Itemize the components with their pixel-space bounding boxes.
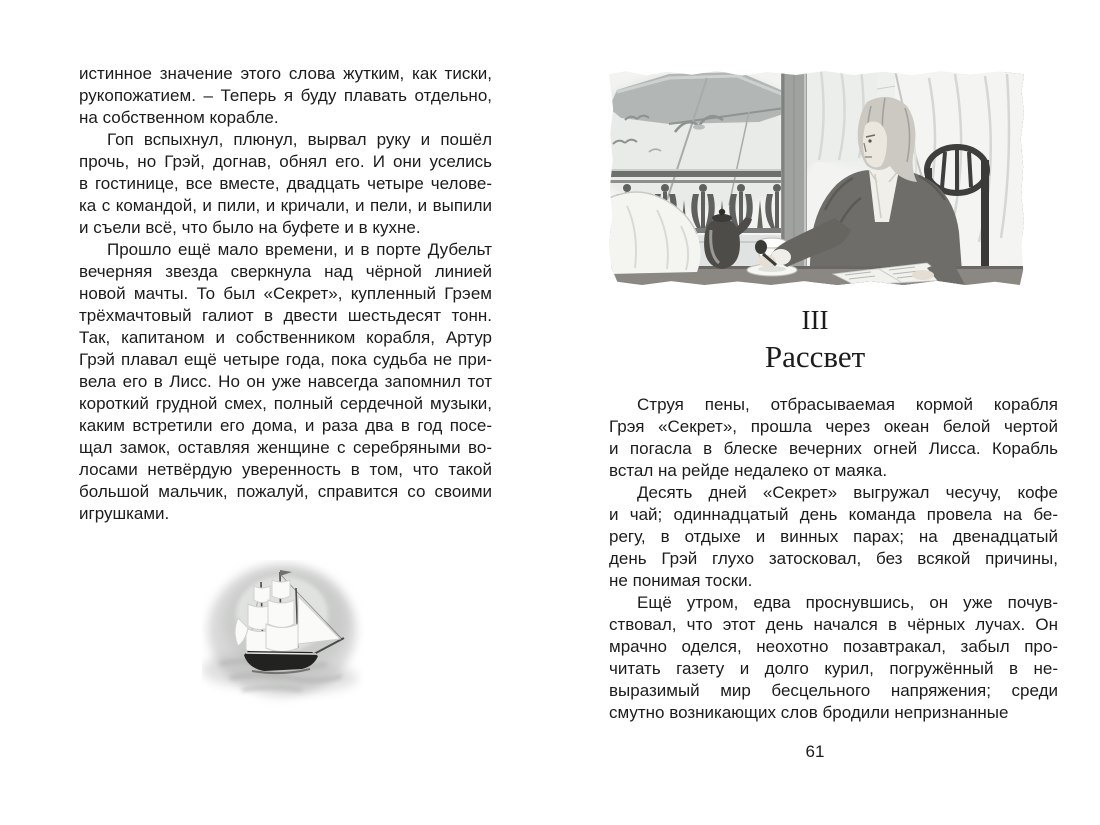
text-line: день Грэй глухо затосковал, без всякой причины, [609, 549, 1058, 568]
text-line: истинное значение этого слова жутким, как тиски, [79, 64, 492, 83]
chapter-illustration [609, 70, 1024, 285]
text-line: Струя пены, отбрасываемая кормой корабля [637, 395, 1058, 414]
pipe [755, 240, 767, 254]
text-line: мрачно оделся, неохотно позавтракал, забыл про- [609, 637, 1058, 656]
text-line: Грэя «Секрет», прошла через океан белой чертой [609, 417, 1058, 436]
text-line: Грэй плавал ещё четыре года, пока судьба не при- [79, 350, 492, 369]
text-line: читать газету и долго курил, погружённый в не- [609, 659, 1058, 678]
text-line: щал замок, оставляя женщине с серебряными во- [79, 438, 492, 457]
text-line: Ещё утром, едва проснувшись, он уже почув- [637, 593, 1058, 612]
text-line: и съели всё, что было на буфете и в кухне. [79, 218, 421, 237]
text-line: встал на рейде недалеко от маяка. [609, 461, 888, 480]
text-line: ка с командой, и пили, и кричали, и пели, и выпили [79, 196, 492, 215]
text-line: трёхмачтовый галиот в двести шестьдесят тонн. [79, 306, 492, 325]
text-line: новой мачты. То был «Секрет», купленный Грэем [79, 284, 492, 303]
text-line: и чай; одиннадцатый день команда провела на бе- [609, 505, 1058, 524]
text-line: выразимый мир бесцельного напряжения; среди [609, 681, 1058, 700]
text-line: большой мальчик, пожалуй, справится со своими [79, 482, 492, 501]
text-line: рукопожатием. – Теперь я буду плавать отдельно, [79, 86, 492, 105]
text-line: короткий грудной смех, полный сердечной музыки, [79, 394, 492, 413]
left-page-text [79, 63, 492, 525]
text-line: каким встретили его дома, и раза два в год посе- [79, 416, 492, 435]
text-line: игрушками. [79, 504, 170, 523]
text-line: Так, капитаном и собственником корабля, Артур [79, 328, 492, 347]
text-line: смутно возникающих слов бродили непризнанные [609, 703, 1009, 722]
text-line: вела его в Лисс. Но он уже навсегда запомнил тот [79, 372, 492, 391]
text-line: на собственном корабле. [79, 108, 279, 127]
text-line: не понимая тоски. [609, 571, 753, 590]
text-line: вечерняя звезда сверкнула над чёрной линией [79, 262, 492, 281]
text-line: Десять дней «Секрет» выгружал чесучу, кофе [637, 483, 1058, 502]
text-line: ствовал, что этот день начался в чёрных лучах. Он [609, 615, 1058, 634]
right-page-text [609, 394, 1058, 724]
text-line: регу, в отдыхе и винных парах; на двенадцатый [609, 527, 1058, 546]
text-line: лосами нетвёрдую уверенность в том, что такой [79, 460, 492, 479]
text-line: и погасла в блеске вечерних огней Лисса. Корабль [609, 439, 1058, 458]
ship-illustration [202, 560, 364, 712]
text-line: Гоп вспыхнул, плюнул, вырвал руку и пошёл [107, 130, 492, 149]
chapter-number: III [801, 305, 829, 335]
chapter-title: Рассвет [764, 339, 866, 374]
text-line: Прошло ещё мало времени, и в порте Дубельт [107, 240, 492, 259]
text-line: в гостинице, все вместе, двадцать четыре челове- [79, 174, 492, 193]
right-page [550, 0, 1100, 825]
scene-drawing [609, 70, 1024, 285]
face [863, 122, 887, 168]
page-number: 61 [805, 742, 825, 761]
ship-vignette-drawing [202, 560, 364, 712]
text-line: прочь, но Грэй, догнав, обнял его. И они уселись [79, 152, 492, 171]
